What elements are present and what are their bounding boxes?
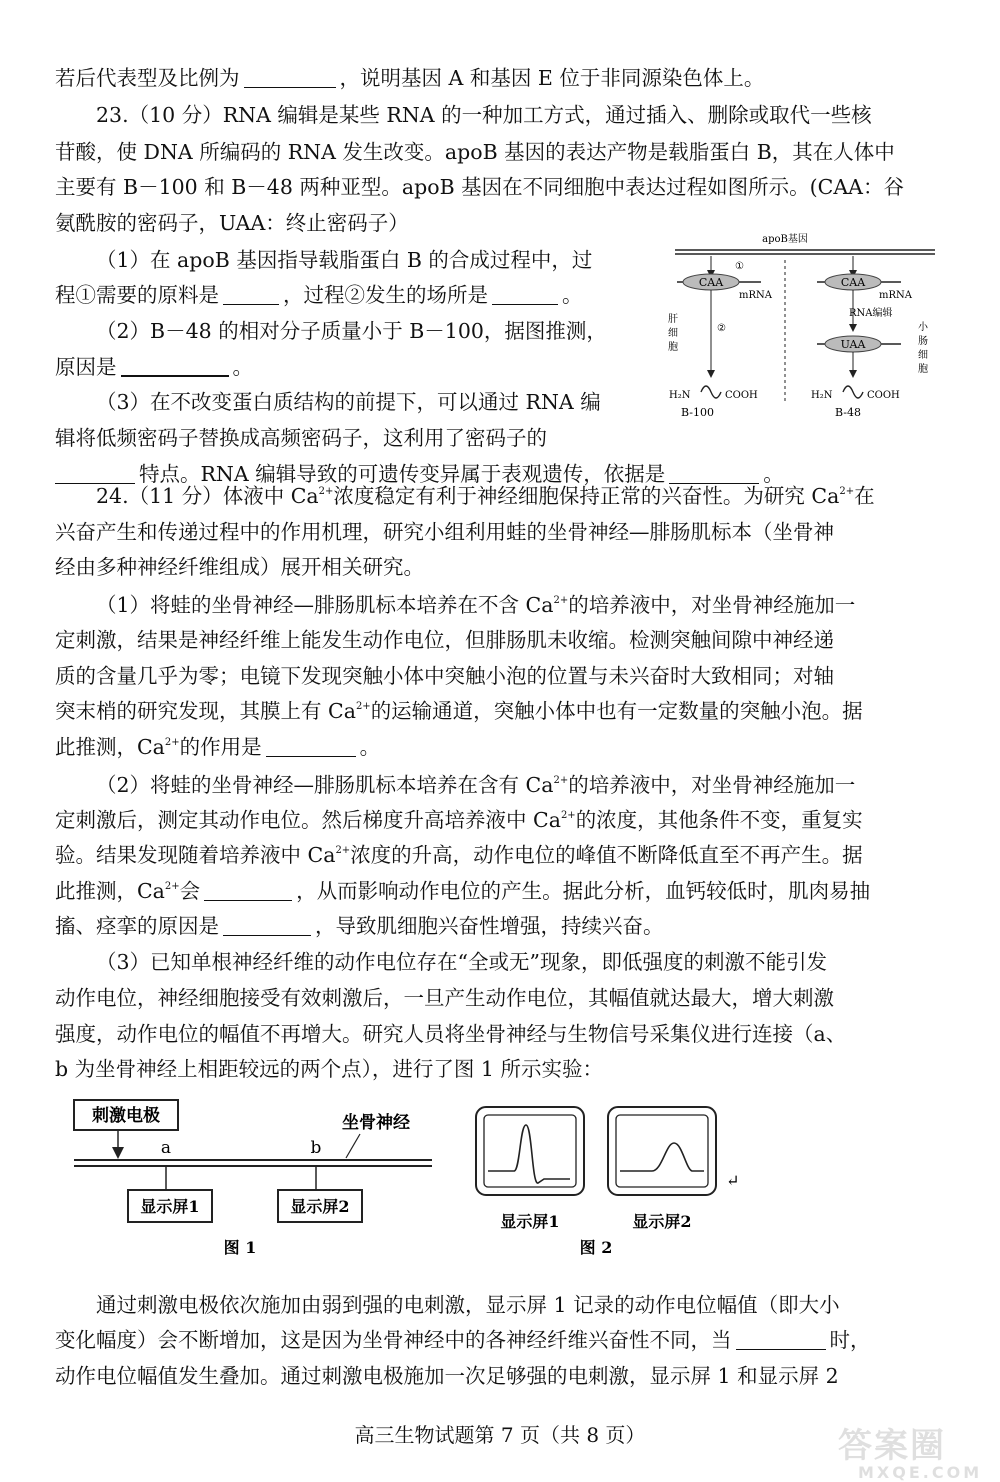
screen2-caption: 显示屏2 bbox=[632, 1212, 692, 1231]
cell-label-char: 肝 bbox=[668, 314, 678, 325]
cell-label-char: 细 bbox=[918, 350, 928, 361]
nerve-label: 坐骨神经 bbox=[342, 1113, 410, 1133]
step1-label: ① bbox=[735, 261, 744, 272]
protein-coil bbox=[843, 386, 863, 398]
apob-expression-figure bbox=[655, 232, 955, 432]
q24-line: 兴奋产生和传递过程中的作用机理，研究小组利用蛙的坐骨神经—腓肠肌标本（坐骨神 bbox=[55, 520, 834, 544]
electrode-label: 刺激电极 bbox=[92, 1106, 160, 1126]
answer-blank[interactable] bbox=[223, 915, 311, 936]
answer-blank[interactable] bbox=[736, 1329, 826, 1350]
answer-blank[interactable] bbox=[204, 880, 292, 901]
q23-sub3: （3）在不改变蛋白质结构的前提下，可以通过 RNA 编 bbox=[96, 390, 601, 414]
cell-label-char: 胞 bbox=[918, 364, 928, 375]
answer-blank[interactable] bbox=[492, 284, 558, 305]
q24-sub3: （3）已知单根神经纤维的动作电位存在“全或无”现象，即低强度的刺激不能引发 bbox=[96, 950, 828, 974]
intestine-cell-label bbox=[918, 320, 929, 375]
return-mark: ↵ bbox=[726, 1171, 740, 1190]
answer-blank[interactable] bbox=[244, 67, 336, 88]
cell-label-char: 胞 bbox=[668, 342, 678, 353]
q23-line: 氨酰胺的密码子，UAA：终止密码子） bbox=[55, 211, 409, 235]
q24-sub1: 质的含量几乎为零；电镜下发现突触小体中突触小泡的位置与未兴奋时大致相同；对轴 bbox=[55, 664, 834, 688]
cell-label-char: 肠 bbox=[918, 336, 928, 347]
leader-line bbox=[346, 1134, 360, 1158]
screen2-label: 显示屏2 bbox=[290, 1197, 350, 1216]
q24-sub3: b 为坐骨神经上相距较远的两个点），进行了图 1 所示实验： bbox=[55, 1057, 603, 1081]
b48-label: B-48 bbox=[835, 406, 862, 419]
q24-sub1: 突末梢的研究发现，其膜上有 $Ca^{2+}$的运输通道，突触小体中也有一定数量的突触小泡。据 bbox=[55, 699, 863, 723]
watermark-logo bbox=[838, 1418, 988, 1482]
q24-sub2: 搐、痉挛的原因是 ，导致肌细胞兴奋性增强，持续兴奋。 bbox=[55, 914, 664, 938]
gene-label: apoB基因 bbox=[762, 234, 808, 245]
q23-sub3: 特点。RNA 编辑导致的可遗传变异属于表观遗传，依据是 。 bbox=[55, 459, 784, 489]
answer-blank[interactable] bbox=[121, 355, 229, 377]
step2-label: ② bbox=[717, 323, 726, 334]
q24-line: 24.（11 分）体液中 $Ca^{2+}$浓度稳定有利于神经细胞保持正常的兴奋性。为研究 $Ca^{2+}$在 bbox=[96, 484, 875, 508]
b100-label: B-100 bbox=[681, 406, 714, 419]
paragraph-line: 变化幅度）会不断增加，这是因为坐骨神经中的各神经纤维兴奋性不同，当 时， bbox=[55, 1328, 871, 1352]
watermark-top: 答案圈 bbox=[838, 1426, 946, 1466]
q23-sub1: 程①需要的原料是 ，过程②发生的场所是 。 bbox=[55, 283, 583, 307]
screen2-inner bbox=[616, 1115, 708, 1187]
figure-2-screens bbox=[470, 1105, 750, 1260]
q24-sub2: （2）将蛙的坐骨神经—腓肠肌标本培养在含有 $Ca^{2+}$的培养液中，对坐骨神经施加一 bbox=[96, 773, 856, 797]
answer-blank[interactable] bbox=[223, 284, 279, 305]
screen1-label: 显示屏1 bbox=[140, 1197, 200, 1216]
q24-sub1: 定刺激，结果是神经纤维上能发生动作电位，但腓肠肌未收缩。检测突触间隙中神经递 bbox=[55, 628, 834, 652]
watermark-bottom: MXQE.COM bbox=[858, 1463, 983, 1482]
q24-sub2: 定刺激后，测定其动作电位。然后梯度升高培养液中 $Ca^{2+}$的浓度，其他条件不变，重复实 bbox=[55, 808, 863, 832]
screen1-inner bbox=[484, 1115, 576, 1187]
q23-line: 主要有 B－100 和 B－48 两种亚型。apoB 基因在不同细胞中表达过程如图所示。(CAA：谷 bbox=[55, 175, 904, 199]
edit-label: RNA编辑 bbox=[849, 308, 893, 319]
codon-label: CAA bbox=[698, 276, 724, 289]
point-a-label: a bbox=[160, 1138, 172, 1158]
cell-label-char: 小 bbox=[918, 322, 928, 333]
screen1-caption: 显示屏1 bbox=[500, 1212, 560, 1231]
figure-2-caption: 图 2 bbox=[579, 1238, 613, 1257]
cooh-label: COOH bbox=[725, 390, 758, 401]
figure-1-caption: 图 1 bbox=[223, 1238, 257, 1257]
cell-label-char: 细 bbox=[668, 328, 678, 339]
mrna-label: mRNA bbox=[739, 290, 772, 301]
nh2-label: H₂N bbox=[811, 390, 833, 401]
text-line: 若后代表型及比例为 ，说明基因 A 和基因 E 位于非同源染色体上。 bbox=[55, 66, 765, 90]
liver-cell-label bbox=[668, 313, 678, 353]
q23-sub3: 辑将低频密码子替换成高频密码子，这利用了密码子的 bbox=[55, 426, 547, 450]
q23-sub2: （2）B－48 的相对分子质量小于 B－100，据图推测， bbox=[96, 319, 607, 343]
q24-sub3: 强度，动作电位的幅值不再增大。研究人员将坐骨神经与生物信号采集仪进行连接（a、 bbox=[55, 1022, 847, 1046]
q24-sub1: （1）将蛙的坐骨神经—腓肠肌标本培养在不含 $Ca^{2+}$的培养液中，对坐骨神经施加一 bbox=[96, 593, 856, 617]
point-b-label: b bbox=[310, 1138, 322, 1158]
q23-sub2: 原因是 。 bbox=[55, 355, 253, 379]
answer-blank[interactable] bbox=[266, 736, 356, 757]
paragraph-line: 动作电位幅值发生叠加。通过刺激电极施加一次足够强的电刺激，显示屏 1 和显示屏 2 bbox=[55, 1364, 839, 1388]
page-footer: 高三生物试题第 7 页（共 8 页） bbox=[354, 1423, 646, 1447]
codon-label: UAA bbox=[840, 338, 866, 351]
q24-sub2: 验。结果发现随着培养液中 $Ca^{2+}$浓度的升高，动作电位的峰值不断降低直至不再产生。据 bbox=[55, 843, 863, 867]
q23-line: 苷酸，使 DNA 所编码的 RNA 发生改变。apoB 基因的表达产物是载脂蛋白 B，其在人体中 bbox=[55, 140, 895, 164]
cooh-label: COOH bbox=[867, 390, 900, 401]
nh2-label: H₂N bbox=[669, 390, 691, 401]
q24-line: 经由多种神经纤维组成）展开相关研究。 bbox=[55, 555, 424, 579]
mrna-label: mRNA bbox=[879, 290, 912, 301]
codon-label: CAA bbox=[840, 276, 866, 289]
paragraph-line: 通过刺激电极依次施加由弱到强的电刺激，显示屏 1 记录的动作电位幅值（即大小 bbox=[96, 1293, 840, 1317]
q24-sub1: 此推测，$Ca^{2+}$的作用是 。 bbox=[55, 735, 381, 759]
figure-1-setup bbox=[70, 1098, 440, 1263]
protein-coil bbox=[701, 386, 721, 398]
q23-sub1: （1）在 apoB 基因指导载脂蛋白 B 的合成过程中，过 bbox=[96, 248, 593, 272]
q23-line: 23.（10 分）RNA 编辑是某些 RNA 的一种加工方式，通过插入、删除或取代一些核 bbox=[96, 103, 872, 127]
q24-sub3: 动作电位，神经细胞接受有效刺激后，一旦产生动作电位，其幅值就达最大，增大刺激 bbox=[55, 986, 834, 1010]
q24-sub2: 此推测，$Ca^{2+}$会 ，从而影响动作电位的产生。据此分析，血钙较低时，肌肉易抽 bbox=[55, 879, 871, 903]
